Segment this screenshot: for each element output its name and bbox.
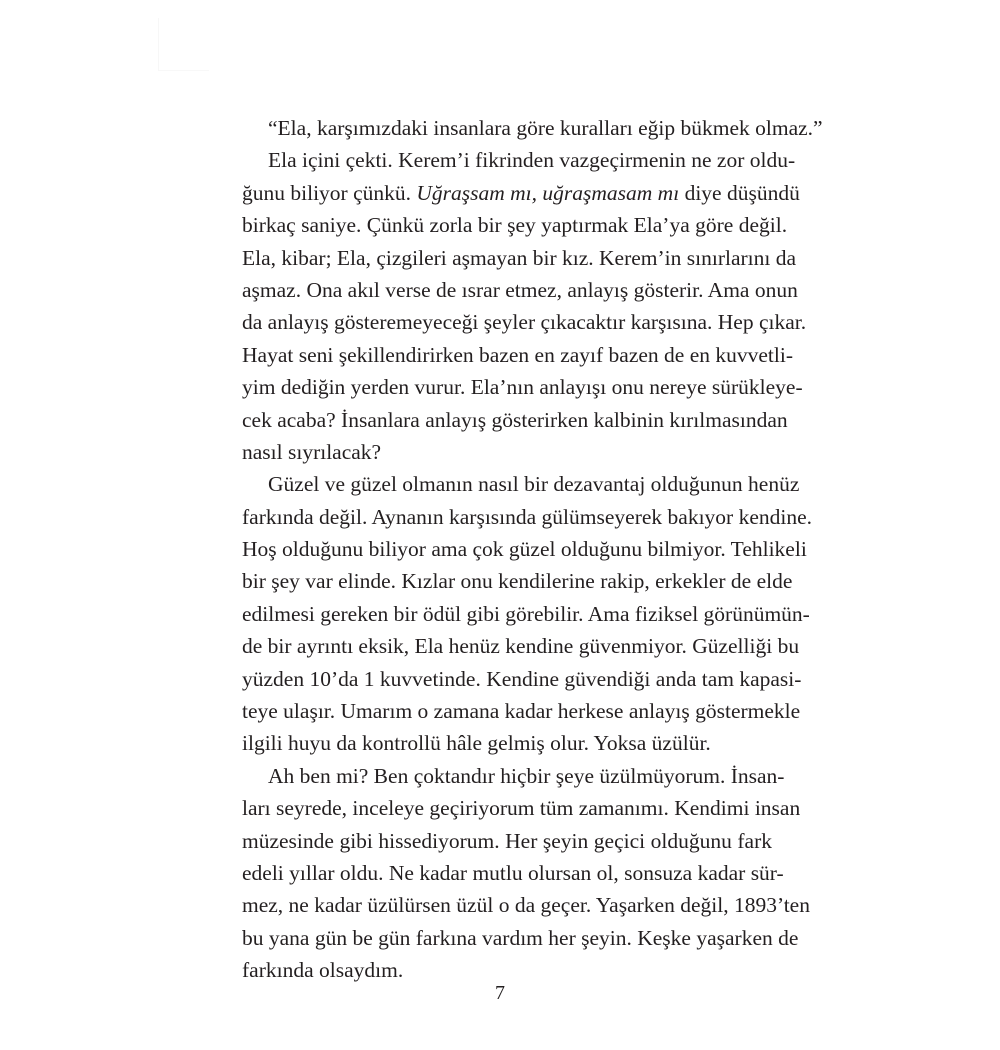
text-line: Hoş olduğunu biliyor ama çok güzel olduğunu bilmiyor. Tehlikeli — [242, 537, 807, 562]
text-line: Hayat seni şekillendirirken bazen en zayıf bazen de en kuvvetli- — [242, 342, 794, 367]
text-line: bir şey var elinde. Kızlar onu kendilerine rakip, erkekler de elde — [242, 569, 793, 594]
text-line: de bir ayrıntı eksik, Ela henüz kendine güvenmiyor. Güzelliği bu — [242, 634, 800, 659]
text-line: yim dediğin yerden vurur. Ela’nın anlayışı onu nereye sürükleye- — [242, 375, 803, 400]
text-line: Güzel ve güzel olmanın nasıl bir dezavantaj olduğunun henüz — [268, 472, 800, 497]
text-line: ğunu biliyor çünkü. Uğraşsam mı, uğraşmasam mı diye düşündü — [242, 180, 800, 205]
text-line: farkında olsaydım. — [242, 958, 404, 983]
text-line: “Ela, karşımızdaki insanlara göre kuralları eğip bükmek olmaz.” — [268, 116, 823, 140]
text-line: Ah ben mi? Ben çoktandır hiçbir şeye üzülmüyorum. İnsan- — [268, 763, 785, 788]
text-line: Ela içini çekti. Kerem’i fikrinden vazgeçirmenin ne zor oldu- — [268, 148, 796, 173]
text-line: mez, ne kadar üzülürsen üzül o da geçer. Yaşarken değil, 1893’ten — [242, 893, 810, 918]
text-line: Ela, kibar; Ela, çizgileri aşmayan bir kız. Kerem’in sınırlarını da — [242, 245, 797, 270]
text-line: ilgili huyu da kontrollü hâle gelmiş olur. Yoksa üzülür. — [242, 731, 711, 756]
italic-phrase: Uğraşsam mı, uğraşmasam mı — [416, 180, 680, 205]
body-text — [242, 112, 823, 987]
text-line: birkaç saniye. Çünkü zorla bir şey yaptırmak Ela’ya göre değil. — [242, 213, 788, 238]
text-line: bu yana gün be gün farkına vardım her şeyin. Keşke yaşarken de — [242, 925, 799, 950]
text-line: edilmesi gereken bir ödül gibi görebilir. Ama fiziksel görünümün- — [242, 601, 810, 626]
faint-corner-mark — [158, 18, 209, 71]
text-line: da anlayış gösteremeyeceği şeyler çıkacaktır karşısına. Hep çıkar. — [242, 310, 807, 335]
text-line: yüzden 10’da 1 kuvvetinde. Kendine güvendiği anda tam kapasi- — [242, 666, 802, 691]
text-line: farkında değil. Aynanın karşısında gülümseyerek bakıyor kendine. — [242, 504, 813, 529]
text-line: cek acaba? İnsanlara anlayış gösterirken kalbinin kırılmasından — [242, 407, 788, 432]
page-number: 7 — [495, 982, 505, 1004]
text-line: ları seyrede, inceleye geçiriyorum tüm zamanımı. Kendimi insan — [242, 796, 801, 821]
text-line: aşmaz. Ona akıl verse de ısrar etmez, anlayış gösterir. Ama onun — [242, 277, 798, 302]
text-line: nasıl sıyrılacak? — [242, 439, 382, 464]
text-line: teye ulaşır. Umarım o zamana kadar herkese anlayış göstermekle — [242, 699, 801, 724]
text-line: edeli yıllar oldu. Ne kadar mutlu olursan ol, sonsuza kadar sür- — [242, 860, 784, 885]
text-line: müzesinde gibi hissediyorum. Her şeyin geçici olduğunu fark — [242, 828, 772, 853]
